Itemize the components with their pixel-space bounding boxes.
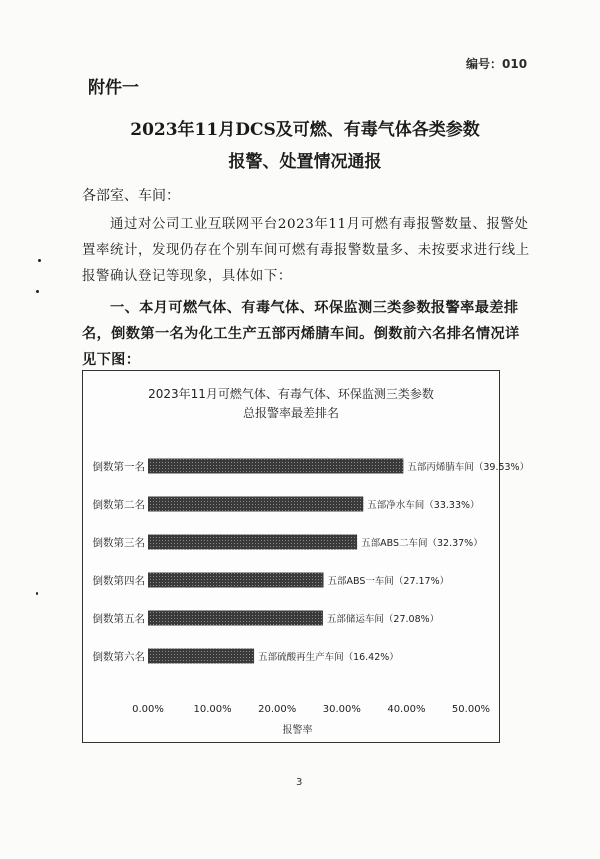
scan-speck	[38, 259, 41, 262]
chart-data-label: 五部ABS二车间（32.37%）	[361, 538, 483, 549]
chart-x-axis-label: 报警率	[282, 725, 313, 736]
chart-subtitle: 总报警率最差排名	[242, 406, 339, 420]
chart-data-label: 五部硫酸再生产车间（16.42%）	[258, 652, 399, 663]
chart-x-tick-label: 20.00%	[258, 704, 297, 715]
chart-category-label: 倒数第三名	[92, 537, 145, 549]
chart-bar	[148, 649, 254, 664]
section-one-paragraph: 一、本月可燃气体、有毒气体、环保监测三类参数报警率最差排名，倒数第一名为化工生产五部丙烯腈车间。倒数前六名排名情况详见下图：	[82, 300, 520, 368]
chart-category-label: 倒数第一名	[92, 461, 145, 473]
chart-data-label: 五部丙烯腈车间（39.53%）	[407, 462, 530, 473]
chart-category-label: 倒数第六名	[92, 651, 145, 663]
document-title-line2: 报警、处置情况通报	[228, 152, 382, 172]
chart-title: 2023年11月可燃气体、有毒气体、环保监测三类参数	[148, 387, 434, 401]
chart-category-label: 倒数第二名	[92, 499, 145, 511]
chart-x-tick-label: 30.00%	[322, 704, 361, 715]
chart-bar	[148, 611, 323, 626]
chart-bar	[148, 497, 363, 512]
page-number: 3	[296, 777, 303, 788]
document-number: 编号：010	[466, 57, 528, 71]
chart-data-label: 五部净水车间（33.33%）	[367, 500, 480, 511]
chart-bar	[148, 573, 324, 588]
chart-category-label: 倒数第五名	[92, 613, 145, 625]
salutation: 各部室、车间：	[82, 188, 180, 204]
chart-x-tick-label: 50.00%	[451, 704, 491, 715]
attachment-label: 附件一	[88, 78, 139, 98]
chart-plot-area	[83, 371, 530, 744]
document-title-line1: 2023年11月DCS及可燃、有毒气体各类参数	[130, 120, 480, 140]
chart-data-label: 五部储运车间（27.08%）	[326, 614, 440, 625]
chart-x-tick-label: 0.00%	[132, 704, 164, 715]
chart-data-label: 五部ABS一车间（27.17%）	[327, 576, 450, 587]
chart-bar	[148, 459, 403, 474]
body-paragraph: 通过对公司工业互联网平台2023年11月可燃有毒报警数量、报警处置率统计，发现仍存在个别车间可燃有毒报警数量多、未按要求进行线上报警确认登记等现象，具体如下：	[82, 217, 530, 284]
scan-speck	[36, 592, 38, 595]
chart-bar	[148, 535, 357, 550]
scan-speck	[36, 290, 39, 293]
chart-x-tick-label: 40.00%	[387, 704, 426, 715]
chart-x-tick-label: 10.00%	[193, 704, 232, 715]
chart-category-label: 倒数第四名	[92, 575, 145, 587]
ranking-chart	[82, 370, 530, 743]
